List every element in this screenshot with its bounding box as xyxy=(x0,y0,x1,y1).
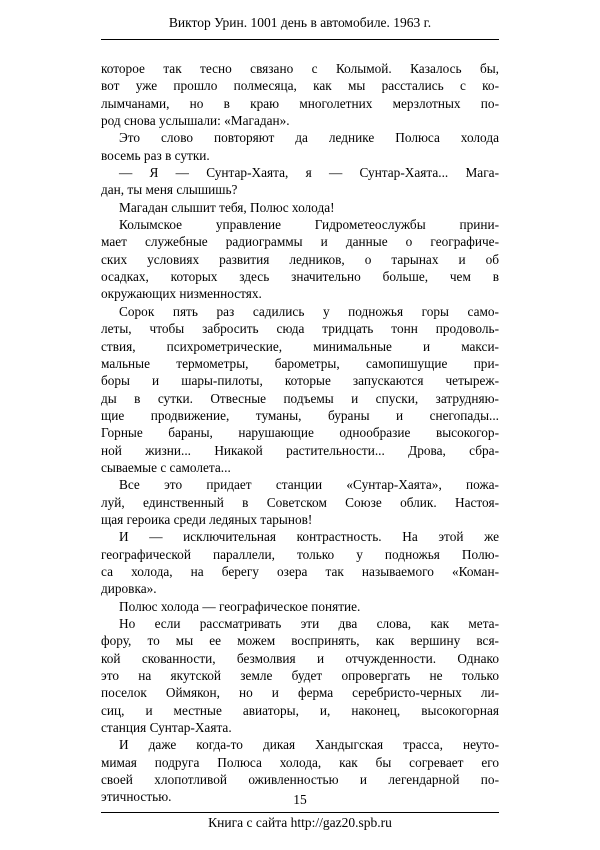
text-line: дировка». xyxy=(101,581,157,597)
text-line: восемь раз в сутки. xyxy=(101,147,210,163)
footer-divider xyxy=(101,812,499,813)
text-line: фору, то мы ее можем воспринять, как вершину вся- xyxy=(101,633,499,649)
text-line: Полюс холода — географическое понятие. xyxy=(119,598,361,614)
header-divider xyxy=(101,39,499,40)
text-line: своей хлопотливой оживленностью и легендарной по- xyxy=(101,772,499,788)
text-line: сиц, и местные авиаторы, и, наконец, высокогорная xyxy=(101,702,499,718)
text-line: ной жизни... Никакой растительности... Дрова, сбра- xyxy=(101,442,499,458)
text-line: дан, ты меня слышишь? xyxy=(101,182,238,198)
text-line: этичностью. xyxy=(101,789,172,805)
text-line: луй, единственный в Советском Союзе облик. Настоя- xyxy=(101,494,499,510)
text-line: ствия, психрометрические, минимальные и макси- xyxy=(101,338,499,354)
text-line: Но если рассматривать эти два слова, как мета- xyxy=(119,616,499,631)
text-line: Это слово повторяют да леднике Полюса холода xyxy=(119,130,499,146)
text-line: окружающих низменностях. xyxy=(101,286,262,302)
page-number: 15 xyxy=(293,792,307,807)
text-line: географической параллели, только у подножья Полю- xyxy=(101,546,499,562)
footer-source-link[interactable]: Книга с сайта http://gaz20.spb.ru xyxy=(208,815,392,830)
text-line: И — исключительная контрастность. На этой же xyxy=(119,529,499,545)
text-line: щая героика среди ледяных тарынов! xyxy=(101,511,313,527)
text-line: поселок Оймякон, но и ферма серебристо-черных ли- xyxy=(101,685,499,701)
text-line: боры и шары-пилоты, которые запускаются четыреж- xyxy=(101,373,499,389)
text-line: мает служебные радиограммы и данные о географиче- xyxy=(101,234,499,250)
text-line: которое так тесно связано с Колымой. Казалось бы, xyxy=(101,61,499,76)
text-line: Все это придает станции «Сунтар-Хаята», пожа- xyxy=(119,477,499,493)
text-line: мальные термометры, барометры, самопишущие при- xyxy=(101,355,499,371)
text-line: вот уже прошло полмесяца, как мы расстались с ко- xyxy=(101,78,499,94)
text-line: кой скованности, безмолвия и отчужденности. Однако xyxy=(101,650,499,666)
text-line: сываемые с самолета... xyxy=(101,459,231,475)
body-text xyxy=(101,60,499,806)
text-line: лымчанами, но в краю многолетних мерзлотных по- xyxy=(101,95,499,111)
text-line: Колымское управление Гидрометеослужбы прини- xyxy=(119,217,499,233)
text-line: осадках, которых здесь значительно больше, чем в xyxy=(101,269,499,285)
text-line: И даже когда-то дикая Хандыгская трасса, неуто- xyxy=(119,737,499,753)
text-line: это на якутской земле будет опровергать не только xyxy=(101,668,499,684)
text-line: мимая подруга Полюса холода, как бы согревает его xyxy=(101,754,499,770)
page-header: Виктор Урин. 1001 день в автомобиле. 1963 г. xyxy=(168,15,432,30)
text-line: щие продвижение, туманы, бураны и снегопады... xyxy=(101,407,499,423)
text-line: Магадан слышит тебя, Полюс холода! xyxy=(119,199,335,215)
text-line: станция Сунтар-Хаята. xyxy=(101,720,232,736)
text-line: — Я — Сунтар-Хаята, я — Сунтар-Хаята... Мага- xyxy=(119,165,499,181)
text-line: леты, чтобы забросить сюда тридцать тонн продоволь- xyxy=(101,321,499,337)
text-line: ды в сутки. Отвесные подъемы и спуски, затрудняю- xyxy=(101,390,499,406)
text-line: Сорок пять раз садились у подножья горы само- xyxy=(119,303,499,319)
text-line: са холода, на берегу озера так называемого «Коман- xyxy=(101,563,499,579)
text-line: ских условиях развития ледников, о тарынах и об xyxy=(101,251,499,267)
text-line: род снова услышали: «Магадан». xyxy=(101,113,290,129)
text-line: Горные бараны, нарушающие однообразие высокогор- xyxy=(101,425,499,441)
